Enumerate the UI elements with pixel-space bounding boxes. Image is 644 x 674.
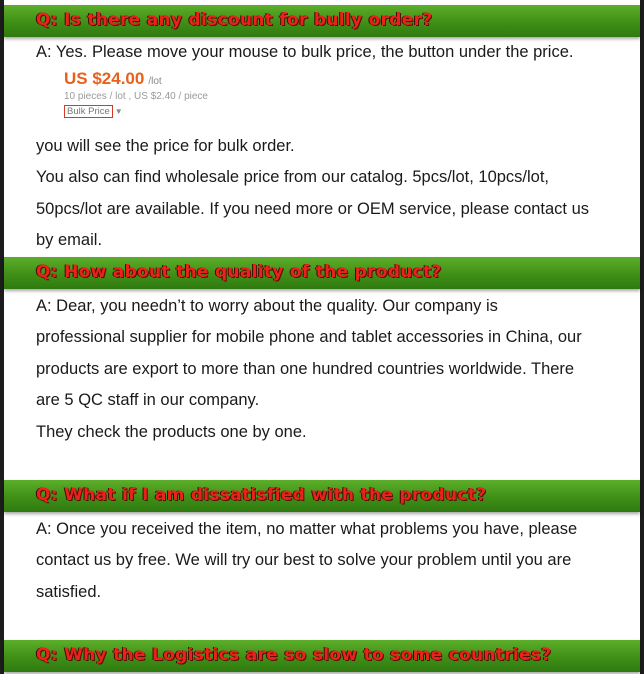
answer-line: They check the products one by one. (36, 422, 307, 441)
answer-line: A: Yes. Please move your mouse to bulk price, the button under the price. (36, 43, 574, 61)
question-title: Q: Is there any discount for bully order? (36, 10, 433, 30)
price-per-piece: 10 pieces / lot , US $2.40 / piece (64, 91, 208, 102)
answer-line: A: Once you received the item, no matter what problems you have, please (36, 520, 578, 538)
price-value (64, 69, 264, 89)
price-widget (64, 69, 264, 127)
price-unit: /lot (148, 76, 162, 87)
price-amount: US $24.00 (64, 69, 145, 88)
question-bar-logistics (4, 640, 640, 672)
answer-dissatisfied (36, 514, 626, 608)
question-title: Q: Why the Logistics are so slow to some countries? (36, 645, 552, 665)
bulk-price-button[interactable]: Bulk Price (64, 105, 113, 118)
answer-line: you will see the price for bulk order. (36, 137, 295, 155)
bulk-price-row (64, 105, 264, 118)
answer-line: contact us by free. We will try our best to solve your problem until you are (36, 551, 572, 570)
faq-panel (4, 0, 640, 674)
question-bar-dissatisfied (4, 480, 640, 512)
answer-line: products are export to more than one hundred countries worldwide. There (36, 359, 575, 378)
answer-line: You also can find wholesale price from our catalog. 5pcs/lot, 10pcs/lot, (36, 168, 550, 187)
answer-discount-intro (36, 37, 626, 68)
answer-line: 50pcs/lot are available. If you need more or OEM service, please contact us (36, 199, 590, 218)
question-bar-discount (4, 5, 640, 37)
answer-line: professional supplier for mobile phone and tablet accessories in China, our (36, 328, 582, 347)
answer-quality (36, 291, 626, 448)
answer-line: are 5 QC staff in our company. (36, 391, 260, 410)
question-title: Q: How about the quality of the product? (36, 262, 442, 282)
answer-line: A: Dear, you needn’t to worry about the quality. Our company is (36, 297, 498, 315)
answer-line: by email. (36, 231, 103, 250)
answer-discount-detail (36, 131, 626, 257)
question-bar-quality (4, 257, 640, 289)
caret-down-icon[interactable]: ▼ (114, 107, 123, 116)
question-title: Q: What if I am dissatisfied with the product? (36, 485, 487, 505)
answer-line: satisfied. (36, 582, 102, 601)
